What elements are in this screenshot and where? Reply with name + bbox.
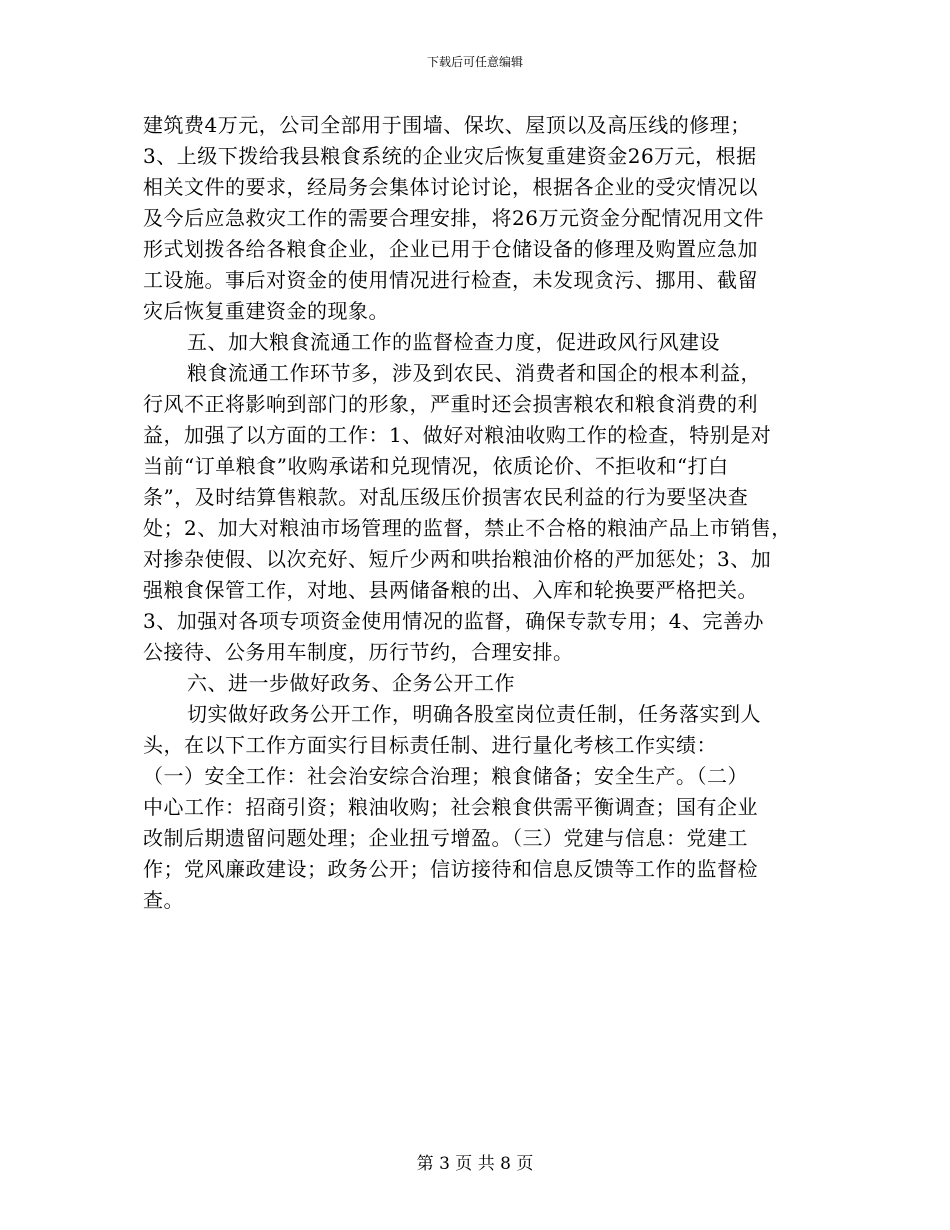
text-line: 中心工作：招商引资；粮油收购；社会粮食供需平衡调查；国有企业 <box>143 795 758 819</box>
text-line: 灾后恢复重建资金的现象。 <box>143 299 389 323</box>
text-line: 作；党风廉政建设；政务公开；信访接待和信息反馈等工作的监督检 <box>143 857 758 881</box>
text-line: 相关文件的要求，经局务会集体讨论讨论，根据各企业的受灾情况以 <box>143 175 758 199</box>
text-line: 工设施。事后对资金的使用情况进行检查，未发现贪污、挪用、截留 <box>143 268 758 292</box>
text-line: 强粮食保管工作，对地、县两储备粮的出、入库和轮换要严格把关。 <box>143 578 758 602</box>
text-line: 改制后期遗留问题处理；企业扭亏增盈。（三）党建与信息：党建工 <box>143 826 748 850</box>
text-line: 切实做好政务公开工作，明确各股室岗位责任制，任务落实到人 <box>187 702 761 726</box>
text-line: 行风不正将影响到部门的形象，严重时还会损害粮农和粮食消费的利 <box>143 392 758 416</box>
text-line: 3、加强对各项专项资金使用情况的监督，确保专款专用；4、完善办 <box>143 609 764 633</box>
text-line: 公接待、公务用车制度，历行节约，合理安排。 <box>143 640 574 664</box>
text-line: 粮食流通工作环节多，涉及到农民、消费者和国企的根本利益， <box>187 361 761 385</box>
document-body <box>143 110 803 916</box>
page-footer: 第 3 页 共 8 页 <box>416 1154 534 1174</box>
text-line: 形式划拨各给各粮食企业，企业已用于仓储设备的修理及购置应急加 <box>143 237 758 261</box>
text-line: 条”，及时结算售粮款。对乱压级压价损害农民利益的行为要坚决查 <box>143 485 749 509</box>
page-header-note: 下载后可任意编辑 <box>426 55 523 69</box>
text-line: 处；2、加大对粮油市场管理的监督，禁止不合格的粮油产品上市销售， <box>143 516 792 540</box>
text-line: （一）安全工作：社会治安综合治理；粮食储备；安全生产。（二） <box>143 764 748 788</box>
text-line: 及今后应急救灾工作的需要合理安排，将26万元资金分配情况用文件 <box>143 206 764 230</box>
text-line: 查。 <box>143 888 184 912</box>
text-line: 当前“订单粮食”收购承诺和兑现情况，依质论价、不拒收和“打白 <box>143 454 729 478</box>
text-line: 建筑费4万元，公司全部用于围墙、保坎、屋顶以及高压线的修理； <box>143 113 751 137</box>
text-line: 益，加强了以方面的工作：1、做好对粮油收购工作的检查，特别是对 <box>143 423 772 447</box>
section-heading: 五、加大粮食流通工作的监督检查力度，促进政风行风建设 <box>187 330 720 354</box>
section-heading: 六、进一步做好政务、企务公开工作 <box>187 671 515 695</box>
text-line: 头，在以下工作方面实行目标责任制、进行量化考核工作实绩： <box>143 733 717 757</box>
text-line: 3、上级下拨给我县粮食系统的企业灾后恢复重建资金26万元，根据 <box>143 144 757 168</box>
text-line: 对掺杂使假、以次充好、短斤少两和哄抬粮油价格的严加惩处；3、加 <box>143 547 772 571</box>
